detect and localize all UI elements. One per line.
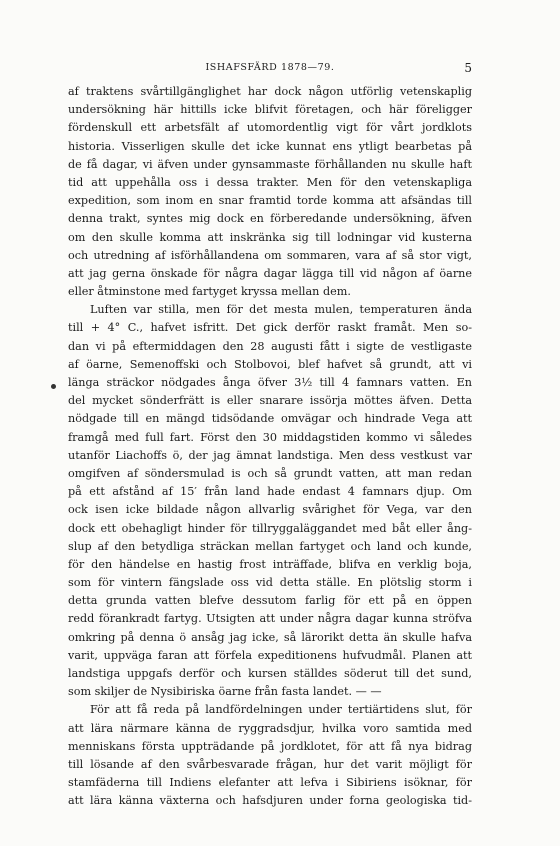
running-title: ISHAFSFÄRD 1878—79. (205, 62, 335, 73)
text-line: af traktens svårtillgänglighet har dock någon utförlig vetenskaplig (68, 85, 472, 98)
text-line: som skiljer de Nysibiriska öarne från fasta landet. — — (68, 685, 382, 699)
text-line: framgå med full fart. Först den 30 middagstiden kommo vi således (68, 430, 472, 444)
text-line: expedition, som inom en snar framtid torde komma att afsändas till (68, 194, 472, 208)
text-line: För att få reda på landfördelningen under tertiärtidens slut, för (90, 703, 472, 717)
text-line: undersökning här hittills icke blifvit företagen, och här föreligger (68, 103, 472, 117)
text-line: Luften var stilla, men för det mesta mulen, temperaturen ända (90, 303, 472, 317)
text-line: att lära känna växterna och hafsdjuren under forna geologiska tid- (68, 794, 472, 808)
text-line: dock ett obehagligt hinder för tillryggaläggandet med båt eller ång- (68, 521, 472, 535)
text-line: de få dagar, vi äfven under gynsammaste förhållanden nu skulle haft (68, 157, 472, 171)
text-line: dan vi på eftermiddagen den 28 augusti fått i sigte de vestligaste (68, 339, 472, 353)
text-line: för den händelse en hastig frost inträffade, blifva en verklig boja, (68, 557, 472, 571)
text-line: redd förankradt fartyg. Utsigten att under några dagar kunna ströfva (68, 612, 472, 626)
text-line: utanför Liachoffs ö, der jag ämnat landstiga. Men dess vestkust var (68, 448, 472, 462)
text-line: del mycket sönderfrätt is eller snarare issörja möttes äfven. Detta (68, 394, 472, 408)
text-line: till + 4° C., hafvet isfritt. Det gick derför raskt framåt. Men so- (68, 321, 472, 335)
body-text (68, 83, 472, 811)
text-line: tid att uppehålla oss i dessa trakter. Men för den vetenskapliga (68, 175, 472, 189)
text-line: omkring på denna ö ansåg jag icke, så lärorikt detta än skulle hafva (68, 630, 472, 644)
text-line: fördenskull ett arbetsfält af utomordentlig vigt för vårt jordklots (68, 121, 472, 135)
text-line: omgifven af söndersmulad is och så grundt vatten, att man redan (68, 466, 472, 480)
margin-dot (51, 384, 56, 389)
text-line: detta grunda vatten blefve dessutom farlig för ett på en öppen (68, 594, 472, 608)
text-line: och utredning af isförhållandena om sommaren, vara af så stor vigt, (68, 248, 472, 262)
text-line: landstiga uppgafs derför och kursen ställdes söderut till det sund, (68, 667, 472, 680)
text-line: om den skulle komma att inskränka sig till lodningar vid kusterna (68, 230, 472, 244)
text-line: som för vintern fängslade oss vid detta ställe. En plötslig storm i (68, 576, 472, 590)
text-line: varit, uppväga faran att förfela expeditionens hufvudmål. Planen att (68, 648, 472, 662)
text-line: att lära närmare känna de ryggradsdjur, hvilka voro samtida med (68, 721, 472, 735)
text-line: nödgade till en mängd tidsödande omvägar och hindrade Vega att (68, 412, 472, 426)
text-line: att jag gerna önskade för några dagar lägga till vid någon af öarne (68, 266, 472, 280)
running-header (68, 62, 472, 78)
text-line: på ett afstånd af 15′ från land hade endast 4 famnars djup. Om (68, 485, 472, 499)
text-line: eller åtminstone med fartyget kryssa mellan dem. (68, 285, 351, 299)
text-line: slup af den betydliga sträckan mellan fartyget och land och kunde, (68, 539, 472, 553)
text-line: denna trakt, syntes mig dock en förberedande undersökning, äfven (68, 212, 472, 226)
text-line: af öarne, Semenoffski och Stolbovoi, blef hafvet så grundt, att vi (68, 357, 472, 371)
page-number: 5 (464, 61, 472, 75)
text-line: ock isen icke bildade någon allvarlig svårighet för Vega, var den (68, 503, 472, 517)
text-line: stamfäderna till Indiens elefanter att lefva i Sibiriens isöknar, för (68, 776, 472, 790)
text-line: menniskans första uppträdande på jordklotet, för att få nya bidrag (68, 739, 472, 753)
text-line: historia. Visserligen skulle det icke kunnat ens ytligt bearbetas på (68, 139, 472, 153)
text-line: till lösande af den svårbesvarade frågan, hur det varit möjligt för (68, 757, 472, 771)
text-line: länga sträckor nödgades ånga öfver 3½ till 4 famnars vatten. En (68, 376, 472, 389)
